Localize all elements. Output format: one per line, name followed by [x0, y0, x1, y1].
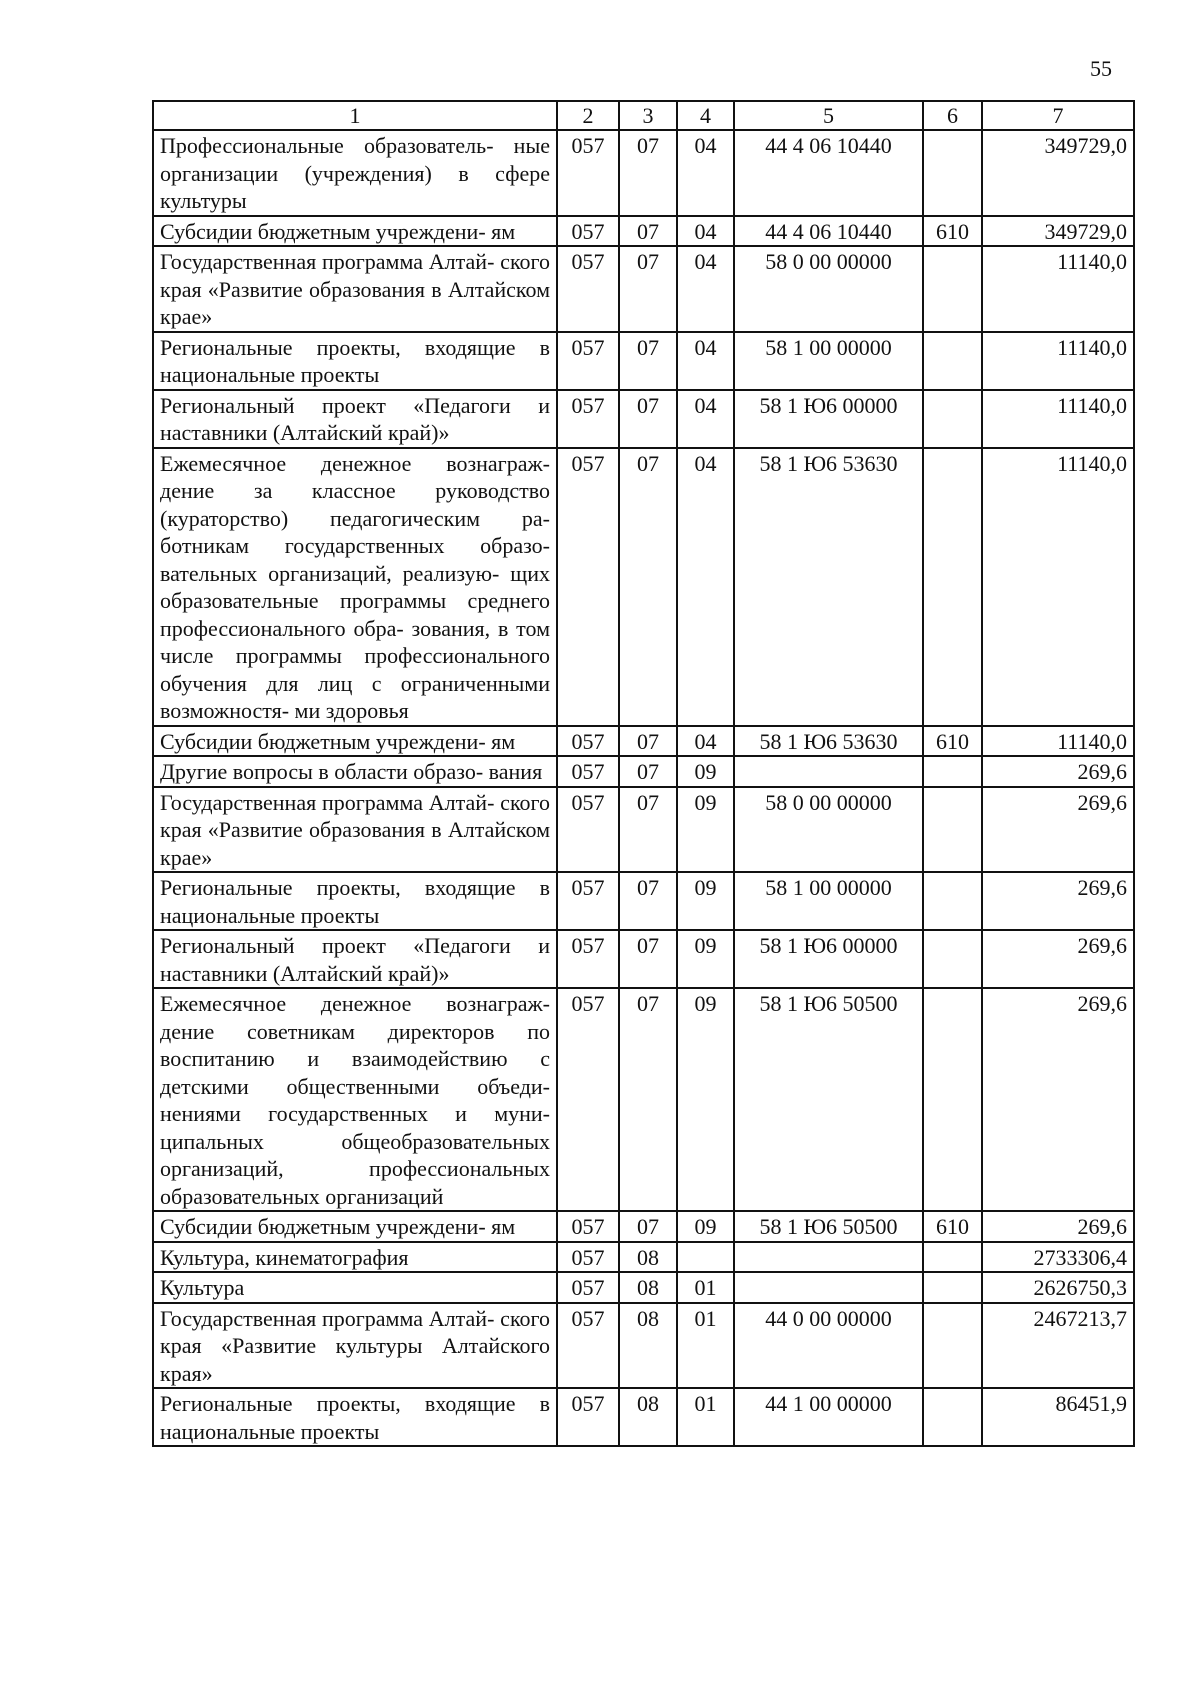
row-amount: 2626750,3: [982, 1272, 1134, 1303]
row-amount: 86451,9: [982, 1388, 1134, 1446]
table-row: [153, 787, 1134, 873]
row-expense-type: [923, 448, 982, 726]
row-expense-type: [923, 988, 982, 1211]
row-subsection-code: 09: [677, 787, 734, 873]
row-section-code: 08: [619, 1388, 677, 1446]
row-target-article: 58 1 Ю6 00000: [734, 390, 923, 448]
row-subsection-code: 01: [677, 1388, 734, 1446]
row-target-article: 58 0 00 00000: [734, 246, 923, 332]
row-description: Региональные проекты, входящие в национальные проекты: [153, 332, 557, 390]
row-expense-type: [923, 756, 982, 787]
row-subsection-code: 09: [677, 930, 734, 988]
table-row: [153, 216, 1134, 247]
row-subsection-code: 01: [677, 1303, 734, 1389]
page-number: 55: [1090, 56, 1112, 81]
row-expense-type: 610: [923, 1211, 982, 1242]
row-description: Субсидии бюджетным учреждени- ям: [153, 1211, 557, 1242]
row-amount: 11140,0: [982, 246, 1134, 332]
row-section-code: 07: [619, 216, 677, 247]
row-expense-type: [923, 1242, 982, 1273]
row-section-code: 07: [619, 390, 677, 448]
row-grbs-code: 057: [557, 1303, 619, 1389]
row-subsection-code: 04: [677, 246, 734, 332]
row-expense-type: 610: [923, 216, 982, 247]
table-header-row: [153, 101, 1134, 130]
row-subsection-code: 09: [677, 872, 734, 930]
column-header-2: 2: [557, 101, 619, 130]
row-section-code: 07: [619, 756, 677, 787]
row-subsection-code: 04: [677, 448, 734, 726]
row-amount: 269,6: [982, 1211, 1134, 1242]
row-description: Государственная программа Алтай- ского края «Развитие образования в Алтайском крае»: [153, 246, 557, 332]
table-row: [153, 246, 1134, 332]
row-amount: 11140,0: [982, 390, 1134, 448]
row-expense-type: [923, 930, 982, 988]
row-section-code: 07: [619, 1211, 677, 1242]
table-body: [153, 130, 1134, 1446]
row-section-code: 07: [619, 726, 677, 757]
row-expense-type: 610: [923, 726, 982, 757]
table-row: [153, 1211, 1134, 1242]
row-expense-type: [923, 246, 982, 332]
row-target-article: 58 1 Ю6 53630: [734, 448, 923, 726]
table-row: [153, 448, 1134, 726]
row-target-article: 58 1 Ю6 50500: [734, 1211, 923, 1242]
row-description: Ежемесячное денежное вознаграж- дение советникам директоров по воспитанию и взаимодействию с детскими общественными объеди- нениями государственных и муни- ципальных общеобразовательных организаций, профессиональных образовательных организаций: [153, 988, 557, 1211]
row-description: Государственная программа Алтай- ского края «Развитие культуры Алтайского края»: [153, 1303, 557, 1389]
column-header-3: 3: [619, 101, 677, 130]
row-description: Региональные проекты, входящие в национальные проекты: [153, 1388, 557, 1446]
row-subsection-code: 04: [677, 216, 734, 247]
row-amount: 2467213,7: [982, 1303, 1134, 1389]
row-description: Государственная программа Алтай- ского края «Развитие образования в Алтайском крае»: [153, 787, 557, 873]
table-row: [153, 332, 1134, 390]
row-subsection-code: 01: [677, 1272, 734, 1303]
row-target-article: 44 0 00 00000: [734, 1303, 923, 1389]
row-grbs-code: 057: [557, 332, 619, 390]
row-expense-type: [923, 872, 982, 930]
row-target-article: [734, 1242, 923, 1273]
row-subsection-code: 09: [677, 756, 734, 787]
row-grbs-code: 057: [557, 872, 619, 930]
row-amount: 269,6: [982, 872, 1134, 930]
row-expense-type: [923, 1388, 982, 1446]
table-row: [153, 1388, 1134, 1446]
row-amount: 269,6: [982, 988, 1134, 1211]
row-amount: 269,6: [982, 756, 1134, 787]
row-grbs-code: 057: [557, 756, 619, 787]
row-grbs-code: 057: [557, 1272, 619, 1303]
row-section-code: 08: [619, 1242, 677, 1273]
row-subsection-code: [677, 1242, 734, 1273]
row-grbs-code: 057: [557, 726, 619, 757]
row-section-code: 07: [619, 930, 677, 988]
row-description: Другие вопросы в области образо- вания: [153, 756, 557, 787]
table-row: [153, 130, 1134, 216]
row-amount: 11140,0: [982, 332, 1134, 390]
row-description: Региональный проект «Педагоги и наставники (Алтайский край)»: [153, 390, 557, 448]
row-target-article: 58 1 Ю6 50500: [734, 988, 923, 1211]
row-description: Культура: [153, 1272, 557, 1303]
row-amount: 349729,0: [982, 130, 1134, 216]
table-row: [153, 756, 1134, 787]
row-expense-type: [923, 130, 982, 216]
column-header-7: 7: [982, 101, 1134, 130]
row-expense-type: [923, 390, 982, 448]
row-description: Региональные проекты, входящие в национальные проекты: [153, 872, 557, 930]
column-header-1: 1: [153, 101, 557, 130]
row-section-code: 07: [619, 130, 677, 216]
row-grbs-code: 057: [557, 246, 619, 332]
table-row: [153, 390, 1134, 448]
row-section-code: 07: [619, 448, 677, 726]
row-description: Профессиональные образователь- ные организации (учреждения) в сфере культуры: [153, 130, 557, 216]
row-description: Ежемесячное денежное вознаграж- дение за классное руководство (кураторство) педагогическим ра- ботникам государственных образо- вательных организаций, реализую- щих образовательные программы среднего профессионального обра- зования, в том числе программы профессионального обучения для лиц с ограниченными возможностя- ми здоровья: [153, 448, 557, 726]
row-target-article: 44 1 00 00000: [734, 1388, 923, 1446]
row-amount: 269,6: [982, 787, 1134, 873]
row-amount: 11140,0: [982, 448, 1134, 726]
row-expense-type: [923, 1303, 982, 1389]
row-expense-type: [923, 332, 982, 390]
row-subsection-code: 09: [677, 988, 734, 1211]
row-target-article: 44 4 06 10440: [734, 216, 923, 247]
row-grbs-code: 057: [557, 130, 619, 216]
table-row: [153, 988, 1134, 1211]
row-target-article: 58 0 00 00000: [734, 787, 923, 873]
row-section-code: 08: [619, 1272, 677, 1303]
row-grbs-code: 057: [557, 390, 619, 448]
row-description: Субсидии бюджетным учреждени- ям: [153, 216, 557, 247]
table-row: [153, 726, 1134, 757]
row-amount: 349729,0: [982, 216, 1134, 247]
row-grbs-code: 057: [557, 1242, 619, 1273]
row-section-code: 07: [619, 332, 677, 390]
row-expense-type: [923, 1272, 982, 1303]
row-subsection-code: 09: [677, 1211, 734, 1242]
column-header-6: 6: [923, 101, 982, 130]
row-target-article: 58 1 Ю6 00000: [734, 930, 923, 988]
row-target-article: [734, 1272, 923, 1303]
row-amount: 2733306,4: [982, 1242, 1134, 1273]
row-target-article: 58 1 00 00000: [734, 872, 923, 930]
row-grbs-code: 057: [557, 930, 619, 988]
row-section-code: 07: [619, 246, 677, 332]
row-target-article: 58 1 00 00000: [734, 332, 923, 390]
row-section-code: 07: [619, 787, 677, 873]
row-expense-type: [923, 787, 982, 873]
budget-table: [152, 100, 1135, 1447]
row-amount: 11140,0: [982, 726, 1134, 757]
table-row: [153, 1272, 1134, 1303]
row-subsection-code: 04: [677, 332, 734, 390]
row-section-code: 07: [619, 872, 677, 930]
row-subsection-code: 04: [677, 130, 734, 216]
row-target-article: 44 4 06 10440: [734, 130, 923, 216]
row-grbs-code: 057: [557, 1211, 619, 1242]
table-row: [153, 872, 1134, 930]
row-target-article: 58 1 Ю6 53630: [734, 726, 923, 757]
row-subsection-code: 04: [677, 390, 734, 448]
row-section-code: 07: [619, 988, 677, 1211]
table-row: [153, 1303, 1134, 1389]
table-row: [153, 1242, 1134, 1273]
row-amount: 269,6: [982, 930, 1134, 988]
row-grbs-code: 057: [557, 216, 619, 247]
row-description: Региональный проект «Педагоги и наставники (Алтайский край)»: [153, 930, 557, 988]
row-section-code: 08: [619, 1303, 677, 1389]
row-description: Культура, кинематография: [153, 1242, 557, 1273]
row-grbs-code: 057: [557, 988, 619, 1211]
row-subsection-code: 04: [677, 726, 734, 757]
row-grbs-code: 057: [557, 1388, 619, 1446]
row-grbs-code: 057: [557, 787, 619, 873]
column-header-4: 4: [677, 101, 734, 130]
row-grbs-code: 057: [557, 448, 619, 726]
row-target-article: [734, 756, 923, 787]
column-header-5: 5: [734, 101, 923, 130]
row-description: Субсидии бюджетным учреждени- ям: [153, 726, 557, 757]
table-row: [153, 930, 1134, 988]
